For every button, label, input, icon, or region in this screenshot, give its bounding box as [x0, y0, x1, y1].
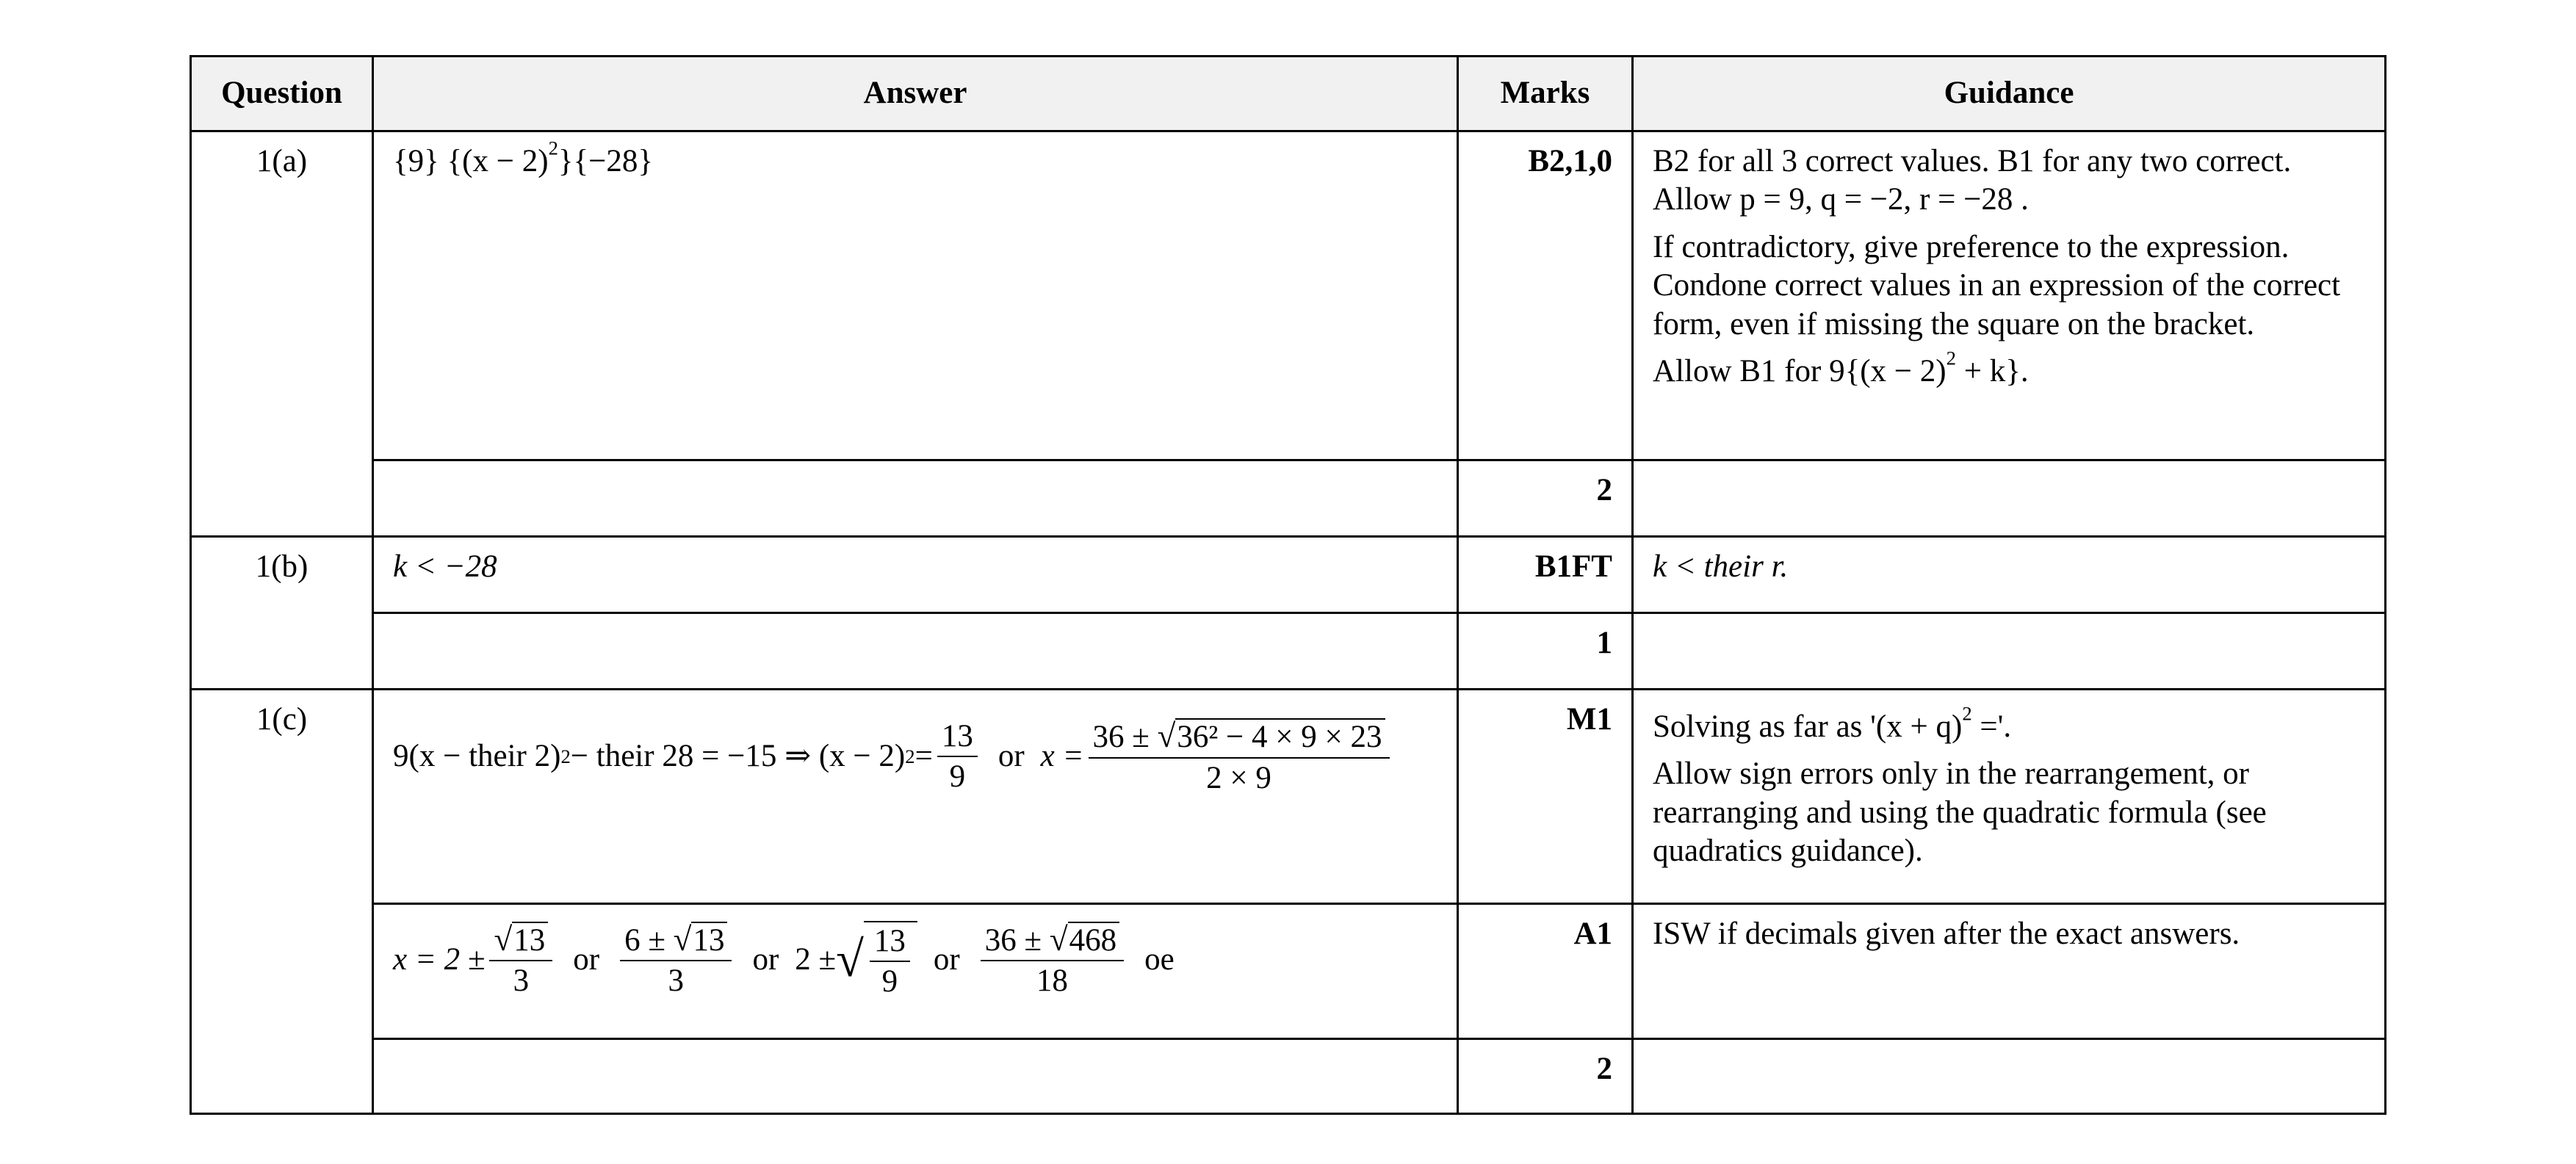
- header-answer: Answer: [373, 57, 1458, 131]
- q1a-total-answer-blank: [373, 460, 1458, 537]
- q1a-mark: B2,1,0: [1458, 131, 1633, 460]
- q1c-a1-frac2-radicand: 13: [691, 922, 727, 958]
- sqrt-icon: √: [494, 920, 513, 958]
- q1c-a1-frac2-num-pre: 6 ±: [624, 922, 665, 958]
- q1b-answer: [373, 537, 1458, 613]
- q1c-m1-lhs: 9(x − their 2): [393, 739, 561, 774]
- q1b-total-row: [191, 613, 2386, 690]
- sqrt-icon: √: [836, 931, 864, 988]
- q1c-a1-frac4-num: [981, 922, 1124, 962]
- q1c-a1-or1: or: [573, 942, 600, 977]
- q1c-m1-quadratic-formula: [1089, 718, 1390, 795]
- q1c-m1-frac2-num-pre: 36 ±: [1092, 720, 1150, 754]
- q1c-a1-frac1-den: 3: [513, 964, 530, 999]
- q1c-a1-frac1-radicand: 13: [512, 922, 548, 958]
- q1c-a1-term3-radical: [864, 921, 917, 999]
- q1b-label: 1(b): [191, 537, 373, 690]
- q1a-guidance-p3-base: Allow B1 for 9{(x − 2): [1653, 354, 1947, 389]
- q1c-total-guidance-blank: [1633, 1039, 2386, 1114]
- q1b-total-answer-blank: [373, 613, 1458, 690]
- q1c-m1-answer: [373, 690, 1458, 904]
- q1c-m1-row: [191, 690, 2386, 904]
- sqrt-icon: √: [1049, 920, 1068, 958]
- q1a-total: 2: [1458, 460, 1633, 537]
- q1b-mark: B1FT: [1458, 537, 1633, 613]
- q1c-m1-frac2-radicand: 36² − 4 × 9 × 23: [1175, 718, 1385, 754]
- q1c-m1-frac1-num: 13: [937, 719, 978, 757]
- q1c-a1-frac2-num: [620, 922, 732, 962]
- q1a-answer-b2-exp: 2: [548, 137, 558, 159]
- q1b-total: 1: [1458, 613, 1633, 690]
- q1c-a1-equation: [393, 915, 1437, 999]
- q1c-a1-or2: or: [752, 942, 779, 977]
- q1c-a1-term3-pre: 2 ±: [795, 942, 837, 977]
- q1a-guidance: [1633, 131, 2386, 460]
- q1b-guidance: [1633, 537, 2386, 613]
- q1c-m1-frac1-den: 9: [949, 759, 966, 795]
- q1c-m1-guidance-p1-post: ='.: [1971, 709, 2012, 744]
- header-guidance: Guidance: [1633, 57, 2386, 131]
- q1c-m1-fraction-13-9: [937, 719, 978, 795]
- q1c-m1-guidance-p1-base: Solving as far as '(x + q): [1653, 709, 1963, 744]
- q1a-guidance-p1-a: B2 for all 3 correct values. B1 for any two correct.: [1653, 144, 2292, 178]
- q1c-a1-oe: oe: [1144, 942, 1175, 977]
- q1a-guidance-p3: [1653, 347, 2365, 391]
- q1a-answer-b1: {9}: [393, 144, 439, 178]
- q1c-a1-guidance: ISW if decimals given after the exact answers.: [1633, 904, 2386, 1039]
- q1a-label: 1(a): [191, 131, 373, 537]
- q1c-m1-or: or: [997, 739, 1025, 774]
- q1a-guidance-p3-post: + k}.: [1955, 354, 2029, 389]
- q1c-a1-frac1: [489, 922, 552, 999]
- q1c-a1-frac3-num: 13: [870, 924, 910, 962]
- q1b-guidance-text: k < their r.: [1653, 549, 1789, 584]
- q1a-answer-b2: [447, 137, 574, 178]
- q1c-m1-guidance-p2: Allow sign errors only in the rearrangement, or rearranging and using the quadratic formula (see quadratics guidance).: [1653, 756, 2267, 869]
- q1c-a1-mark: A1: [1458, 904, 1633, 1039]
- mark-scheme-table: [190, 55, 2386, 1115]
- q1a-answer-b2-close: }: [558, 144, 574, 178]
- q1c-total-answer-blank: [373, 1039, 1458, 1114]
- q1c-a1-frac1-num: [489, 922, 552, 962]
- q1c-a1-frac2: [620, 922, 732, 999]
- sqrt-icon: √: [1157, 717, 1176, 754]
- header-row: [191, 57, 2386, 131]
- header-marks: Marks: [1458, 57, 1633, 131]
- q1c-m1-mark: M1: [1458, 690, 1633, 904]
- sqrt-icon: √: [673, 920, 692, 958]
- q1c-a1-frac3: [870, 924, 910, 999]
- q1c-m1-mid: − their 28 = −15 ⇒ (x − 2): [570, 739, 906, 774]
- q1c-a1-answer: [373, 904, 1458, 1039]
- q1a-answer: [373, 131, 1458, 460]
- q1b-answer-text: k < −28: [393, 549, 497, 584]
- q1a-guidance-p1: [1653, 142, 2365, 220]
- q1a-total-guidance-blank: [1633, 460, 2386, 537]
- q1c-a1-frac4-den: 18: [1036, 964, 1068, 999]
- q1c-a1-row: [191, 904, 2386, 1039]
- q1c-a1-frac4-radicand: 468: [1068, 922, 1120, 958]
- header-question: Question: [191, 57, 373, 131]
- q1a-total-row: [191, 460, 2386, 537]
- q1c-label: 1(c): [191, 690, 373, 1114]
- q1c-m1-guidance-p1-exp: 2: [1962, 702, 1972, 725]
- q1c-a1-frac4: [981, 922, 1124, 999]
- q1c-a1-frac3-den: 9: [881, 964, 898, 999]
- q1c-total-row: [191, 1039, 2386, 1114]
- q1a-row: [191, 131, 2386, 460]
- q1a-guidance-p3-exp: 2: [1946, 347, 1956, 369]
- q1c-m1-frac2-num: [1089, 718, 1390, 759]
- q1a-answer-b2-base: {(x − 2): [447, 144, 549, 178]
- q1a-guidance-p2: If contradictory, give preference to the expression. Condone correct values in an expression of the correct form, even if missing the square on the bracket.: [1653, 229, 2341, 341]
- q1b-total-guidance-blank: [1633, 613, 2386, 690]
- q1c-a1-x-pre: x = 2 ±: [393, 942, 486, 977]
- q1c-m1-guidance: [1633, 690, 2386, 904]
- q1c-m1-frac2-den: 2 × 9: [1206, 760, 1271, 795]
- q1a-answer-b3: {−28}: [573, 144, 654, 178]
- q1b-row: [191, 537, 2386, 613]
- q1c-m1-guidance-p1: [1653, 702, 2365, 746]
- q1c-m1-x-eq: x =: [1040, 739, 1084, 774]
- q1c-m1-equation: 9(x − their 2) 2 − their 28 = −15 ⇒ (x − 2) 2 = $\frac{13}{9}$ or x = $\frac{\text{36 ± √36² − 4 × 9 × 23}}{2 \times 9}$: [393, 701, 1437, 795]
- q1c-a1-or3: or: [933, 942, 960, 977]
- q1c-a1-frac2-den: 3: [668, 964, 684, 999]
- q1a-guidance-p1-b: Allow p = 9, q = −2, r = −28 .: [1653, 182, 2029, 217]
- q1c-a1-frac4-num-pre: 36 ±: [984, 922, 1042, 958]
- q1c-m1-equals: =: [914, 739, 933, 774]
- q1c-total: 2: [1458, 1039, 1633, 1114]
